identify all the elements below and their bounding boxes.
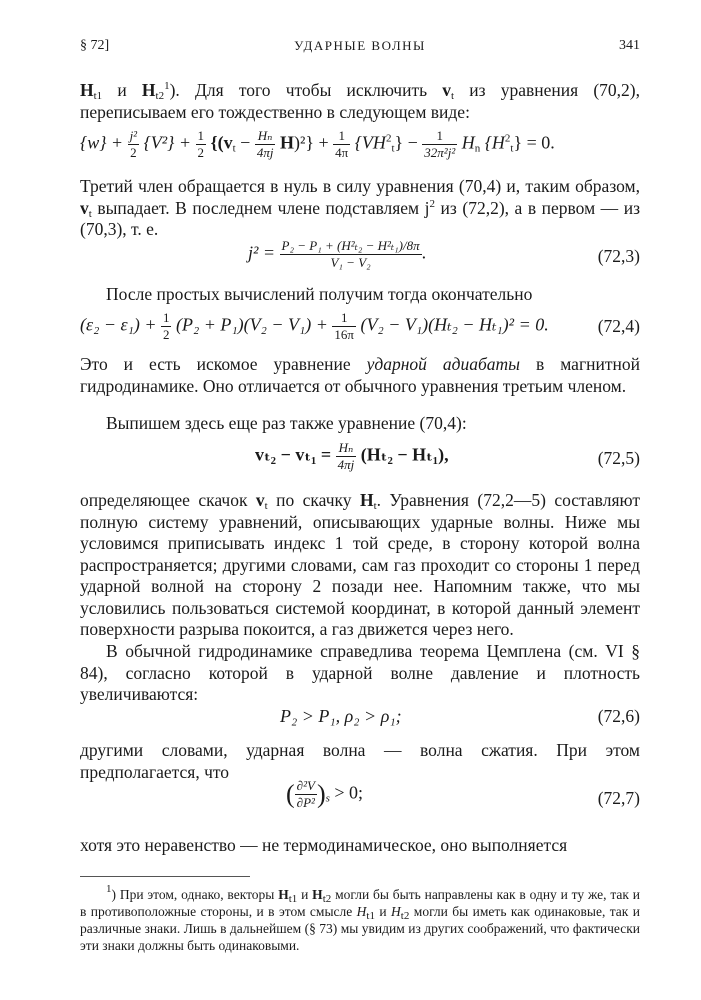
fraction xyxy=(295,778,317,811)
text-run: Это и есть искомое уравнение xyxy=(80,354,367,374)
subscript: t xyxy=(451,90,455,102)
text-run: ) При этом, однако, векторы xyxy=(111,887,279,902)
vector-h: H xyxy=(80,80,94,100)
paren-close: ) xyxy=(316,779,326,809)
eq-lhs: j² = xyxy=(248,242,276,263)
fraction-numerator: 1 xyxy=(197,128,205,143)
paragraph-6 xyxy=(80,490,640,641)
text-run: и xyxy=(297,887,313,902)
text-run: . Уравнения (72,2—5) составляют полную систему уравнений, описывающих ударные волны. Ниже мы условимся приписывать индекс 1 той среде, в сторону которой волна распространяется; другими словами, сам газ проходит со стороны 1 перед ударной волной на сторону 2 позади нее. Напомним также, что мы условились пользоваться системой координат, в которой данный элемент поверхности разрыва покоится, а газ движется через него. xyxy=(80,490,640,639)
fraction xyxy=(422,128,457,161)
fraction-denominator: 2 xyxy=(197,145,205,160)
fraction-denominator: 4πj xyxy=(337,457,355,472)
scalar-h: H xyxy=(356,904,367,919)
equation-label: (72,6) xyxy=(597,706,640,726)
fraction xyxy=(332,310,356,343)
eq-term: {V²} + xyxy=(143,132,192,153)
fraction-numerator: j² xyxy=(129,128,138,143)
subscript: t2 xyxy=(400,910,410,922)
eq-term: P₂ > P₁, ρ₂ > ρ₁; xyxy=(280,706,402,726)
footnote xyxy=(80,883,640,954)
paragraph-4 xyxy=(80,354,640,397)
equation-72-7 xyxy=(80,778,640,822)
eq-term: H xyxy=(279,132,294,153)
equation-label: (72,3) xyxy=(597,246,640,266)
equation-72-5 xyxy=(80,440,640,480)
paragraph-3: После простых вычислений получим тогда окончательно xyxy=(106,284,533,304)
fraction-denominator: 16π xyxy=(334,327,354,342)
footnote-divider xyxy=(80,876,250,877)
superscript: 2 xyxy=(504,132,511,145)
paragraph-8: другими словами, ударная волна — волна сжатия. При этом предполагается, что xyxy=(80,740,640,782)
vector-h: H xyxy=(312,887,323,902)
text-run: ). Для того чтобы исключить xyxy=(169,80,443,100)
fraction-numerator: 1 xyxy=(162,310,170,325)
fraction-denominator: 4πj xyxy=(256,145,274,160)
vector-v: v xyxy=(255,490,265,510)
subscript: t1 xyxy=(288,893,298,905)
subscript: t xyxy=(510,142,514,155)
eq-term: } = 0. xyxy=(513,132,555,153)
subscript: t1 xyxy=(93,90,103,102)
fraction-numerator: ∂²V xyxy=(296,778,315,793)
fraction-denominator: ∂P² xyxy=(296,795,315,810)
subscript: t xyxy=(264,500,268,512)
subscript: t xyxy=(391,142,395,155)
paragraph-5: Выпишем здесь еще раз также уравнение (70,4): xyxy=(106,413,467,433)
fraction xyxy=(336,440,357,473)
footnote-mark: 1 xyxy=(106,883,112,895)
fraction-denominator: 32π²j² xyxy=(424,145,456,160)
eq-term: {H xyxy=(484,132,505,153)
fraction-denominator: 4π xyxy=(335,145,349,160)
scalar-h: H xyxy=(391,904,401,919)
eq-dot: . xyxy=(421,242,427,263)
paragraph-7: В обычной гидродинамике справедлива теорема Цемплена (см. VI § 84), согласно которой в ударной волне давление и плотность увеличиваются: xyxy=(80,641,640,704)
chapter-title: УДАРНЫЕ ВОЛНЫ xyxy=(294,38,426,53)
subscript: t2 xyxy=(155,90,165,102)
eq-term: {VH xyxy=(354,132,386,153)
paragraph-2 xyxy=(80,176,640,241)
subscript: t xyxy=(232,142,236,155)
fraction-numerator: 1 xyxy=(422,128,457,145)
equation-72-6 xyxy=(80,706,640,732)
equation-1 xyxy=(80,128,640,168)
subscript: n xyxy=(474,142,481,155)
fraction xyxy=(128,128,140,161)
vector-h: H xyxy=(141,80,156,100)
superscript: 2 xyxy=(385,132,392,145)
subscript: t1 xyxy=(366,910,375,922)
text-run: могли бы иметь как одинаковые, так и различные знаки. Лишь в дальнейшем (§ 73) мы увидим из других соображений, что фактически эти знаки должны быть одинаковыми. xyxy=(80,904,640,953)
vector-h: H xyxy=(359,490,374,510)
eq-term: {w} + xyxy=(80,132,124,153)
fraction xyxy=(255,128,276,161)
eq-term: {(v xyxy=(210,132,233,153)
fraction-numerator: Hₙ xyxy=(255,128,276,145)
eq-term: (Hₜ₂ − Hₜ₁), xyxy=(360,444,449,465)
fraction-numerator: 1 xyxy=(333,128,350,145)
text-run: выпадает. В последнем члене подставляем j xyxy=(91,197,430,218)
section-marker: § 72] xyxy=(80,38,110,53)
superscript: 2 xyxy=(429,197,436,210)
paragraph-1 xyxy=(80,80,640,123)
vector-v: v xyxy=(80,197,89,218)
fraction-denominator: 2 xyxy=(130,145,137,160)
text-run: и xyxy=(102,80,142,100)
term-emphasis: ударной адиабаты xyxy=(366,354,521,374)
page-number: 341 xyxy=(619,38,640,53)
paragraph-9: хотя это неравенство — не термодинамическое, оно выполняется xyxy=(80,835,568,855)
subscript: t2 xyxy=(322,893,332,905)
text-run: могли бы быть направлены как в одну и ту же, так и в противоположные стороны, и в этом смысле xyxy=(80,887,640,919)
paren-open: ( xyxy=(286,779,295,809)
fraction xyxy=(280,238,422,271)
vector-h: H xyxy=(278,887,289,902)
fraction-numerator: 1 xyxy=(332,310,356,327)
eq-term: vₜ₂ − vₜ₁ = xyxy=(255,444,332,465)
text-run: и xyxy=(374,904,392,919)
eq-term: > 0; xyxy=(334,782,364,803)
eq-term: (P₂ + P₁)(V₂ − V₁) + xyxy=(175,314,328,335)
fraction xyxy=(161,310,172,343)
eq-term: H xyxy=(461,132,475,153)
vector-v: v xyxy=(442,80,452,100)
equation-72-3 xyxy=(80,238,640,278)
text-run: из уравнения (70,2), переписываем его тождественно в следующем виде: xyxy=(80,80,640,122)
fraction-numerator: P₂ − P₁ + (H²ₜ₂ − H²ₜ₁)/8π xyxy=(281,238,420,253)
text-run: определяющее скачок xyxy=(80,490,256,510)
fraction xyxy=(333,128,350,161)
text-run: из (72,2), а в первом — из (70,3), т. е. xyxy=(80,197,640,239)
subscript: s xyxy=(325,792,330,805)
text-run: Третий член обращается в нуль в силу уравнения (70,4) и, таким образом, xyxy=(80,176,640,196)
subscript: t xyxy=(88,207,92,220)
text-run: по скачку xyxy=(267,490,360,510)
eq-term: (ε₂ − ε₁) + xyxy=(80,314,157,335)
equation-label: (72,7) xyxy=(597,788,640,808)
equation-72-4 xyxy=(80,310,640,346)
eq-term: } − xyxy=(394,132,418,153)
fraction-denominator: V₁ − V₂ xyxy=(330,255,371,270)
text-run: в магнитной гидродинамике. Оно отличается от обычного уравнения третьим членом. xyxy=(80,354,640,396)
eq-term: − xyxy=(235,132,251,153)
fraction-numerator: Hₙ xyxy=(336,440,357,457)
subscript: t xyxy=(373,500,377,512)
footnote-ref: 1 xyxy=(164,80,170,92)
eq-term: )²} + xyxy=(293,132,329,153)
eq-term: (V₂ − V₁)(Hₜ₂ − Hₜ₁)² = 0. xyxy=(360,314,549,335)
fraction-denominator: 2 xyxy=(162,327,170,342)
fraction xyxy=(196,128,207,161)
running-header xyxy=(80,38,640,60)
equation-label: (72,5) xyxy=(597,448,640,468)
equation-label: (72,4) xyxy=(597,316,640,336)
